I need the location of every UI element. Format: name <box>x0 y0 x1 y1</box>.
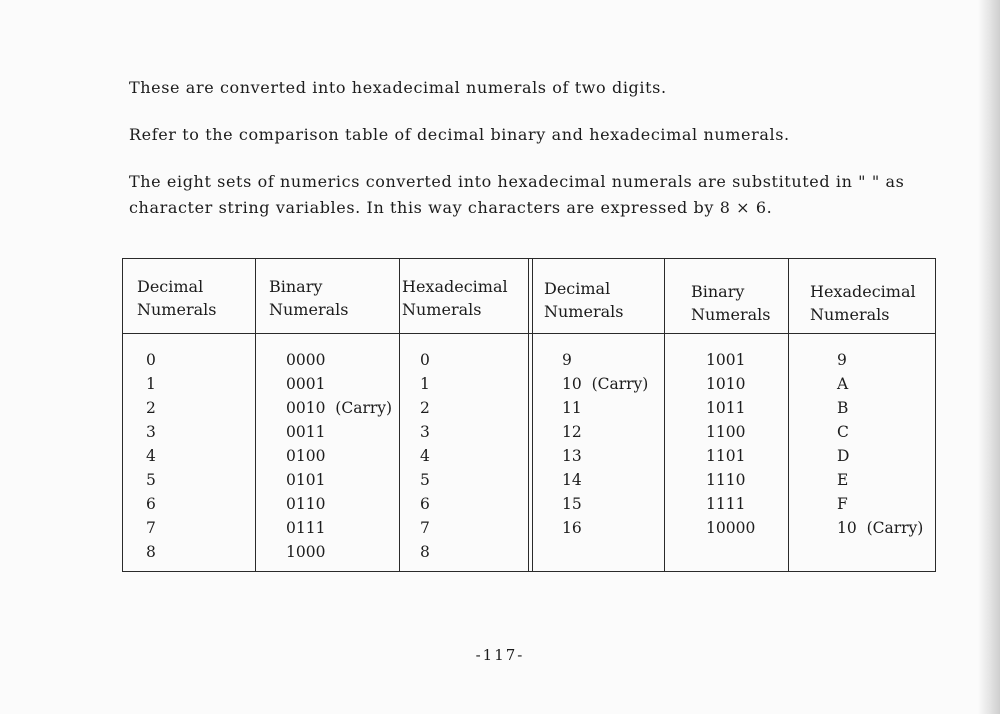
table-cell: 1110 <box>706 471 746 489</box>
table-cell: C <box>837 423 849 441</box>
table-cell: 1 <box>146 375 156 393</box>
table-cell: 0010 (Carry) <box>286 399 393 417</box>
table-left-border <box>122 258 123 572</box>
conversion-table <box>122 258 936 572</box>
left-decimal-column <box>146 348 156 564</box>
table-cell: 0000 <box>286 351 326 369</box>
table-col-divider <box>255 258 256 572</box>
table-cell: 9 <box>837 351 847 369</box>
table-cell: 7 <box>146 519 156 537</box>
header-hex-left: Hexadecimal Numerals <box>402 277 508 319</box>
table-cell: 2 <box>146 399 156 417</box>
header-decimal-left: Decimal Numerals <box>137 277 217 319</box>
table-cell: 11 <box>562 399 582 417</box>
table-cell: 13 <box>562 447 582 465</box>
table-cell: 9 <box>562 351 572 369</box>
table-cell: E <box>837 471 849 489</box>
table-bottom-border <box>122 571 936 572</box>
table-cell: 0110 <box>286 495 326 513</box>
table-cell: 1001 <box>706 351 746 369</box>
table-cell: 0111 <box>286 519 326 537</box>
header-binary-right: Binary Numerals <box>691 282 771 324</box>
table-cell: F <box>837 495 848 513</box>
table-cell: 8 <box>146 543 156 561</box>
table-cell: 0100 <box>286 447 326 465</box>
table-cell: A <box>837 375 849 393</box>
intro-line-4: character string variables. In this way characters are expressed by 8 × 6. <box>129 198 773 217</box>
table-cell: 1010 <box>706 375 746 393</box>
table-col-divider <box>399 258 400 572</box>
table-col-divider <box>664 258 665 572</box>
table-cell: 12 <box>562 423 582 441</box>
right-binary-column <box>706 348 755 540</box>
table-right-border <box>935 258 936 572</box>
table-cell: 3 <box>146 423 156 441</box>
table-cell: 10000 <box>706 519 756 537</box>
table-cell: 14 <box>562 471 582 489</box>
table-cell: 7 <box>420 519 430 537</box>
table-cell: 3 <box>420 423 430 441</box>
header-hex-right: Hexadecimal Numerals <box>810 282 916 324</box>
page-edge-shadow <box>978 0 1000 714</box>
table-cell: 4 <box>420 447 430 465</box>
table-col-divider <box>788 258 789 572</box>
right-decimal-column <box>562 348 648 540</box>
right-hex-column <box>837 348 923 540</box>
table-double-divider <box>532 258 533 572</box>
table-cell: 10 (Carry) <box>837 519 924 537</box>
table-cell: 1101 <box>706 447 746 465</box>
intro-line-3-quotes: " " <box>858 172 880 191</box>
intro-line-3-end: as <box>885 172 905 191</box>
table-double-divider <box>528 258 529 572</box>
intro-line-3 <box>129 170 904 194</box>
table-cell: 15 <box>562 495 582 513</box>
table-cell: 8 <box>420 543 430 561</box>
left-binary-column <box>286 348 392 564</box>
table-cell: 0101 <box>286 471 326 489</box>
table-cell: 0 <box>420 351 430 369</box>
table-cell: D <box>837 447 850 465</box>
table-cell: 0 <box>146 351 156 369</box>
left-hex-column <box>420 348 430 564</box>
table-cell: 1000 <box>286 543 326 561</box>
table-cell: 0011 <box>286 423 326 441</box>
intro-line-1: These are converted into hexadecimal numerals of two digits. <box>129 78 667 97</box>
table-cell: 6 <box>146 495 156 513</box>
table-top-border <box>122 258 936 259</box>
table-cell: 1 <box>420 375 430 393</box>
table-cell: 16 <box>562 519 582 537</box>
table-cell: 2 <box>420 399 430 417</box>
table-cell: 1100 <box>706 423 746 441</box>
table-cell: 4 <box>146 447 156 465</box>
intro-line-2: Refer to the comparison table of decimal binary and hexadecimal numerals. <box>129 125 790 144</box>
table-cell: 5 <box>420 471 430 489</box>
table-cell: B <box>837 399 849 417</box>
table-cell: 5 <box>146 471 156 489</box>
table-cell: 0001 <box>286 375 326 393</box>
table-cell: 10 (Carry) <box>562 375 649 393</box>
table-header-divider <box>122 333 936 334</box>
header-decimal-right: Decimal Numerals <box>544 279 624 321</box>
intro-line-3-text: The eight sets of numerics converted into hexadecimal numerals are substituted in <box>129 172 853 191</box>
page-number: -117- <box>475 646 525 664</box>
table-cell: 1011 <box>706 399 746 417</box>
table-cell: 6 <box>420 495 430 513</box>
table-cell: 1111 <box>706 495 746 513</box>
header-binary-left: Binary Numerals <box>269 277 349 319</box>
